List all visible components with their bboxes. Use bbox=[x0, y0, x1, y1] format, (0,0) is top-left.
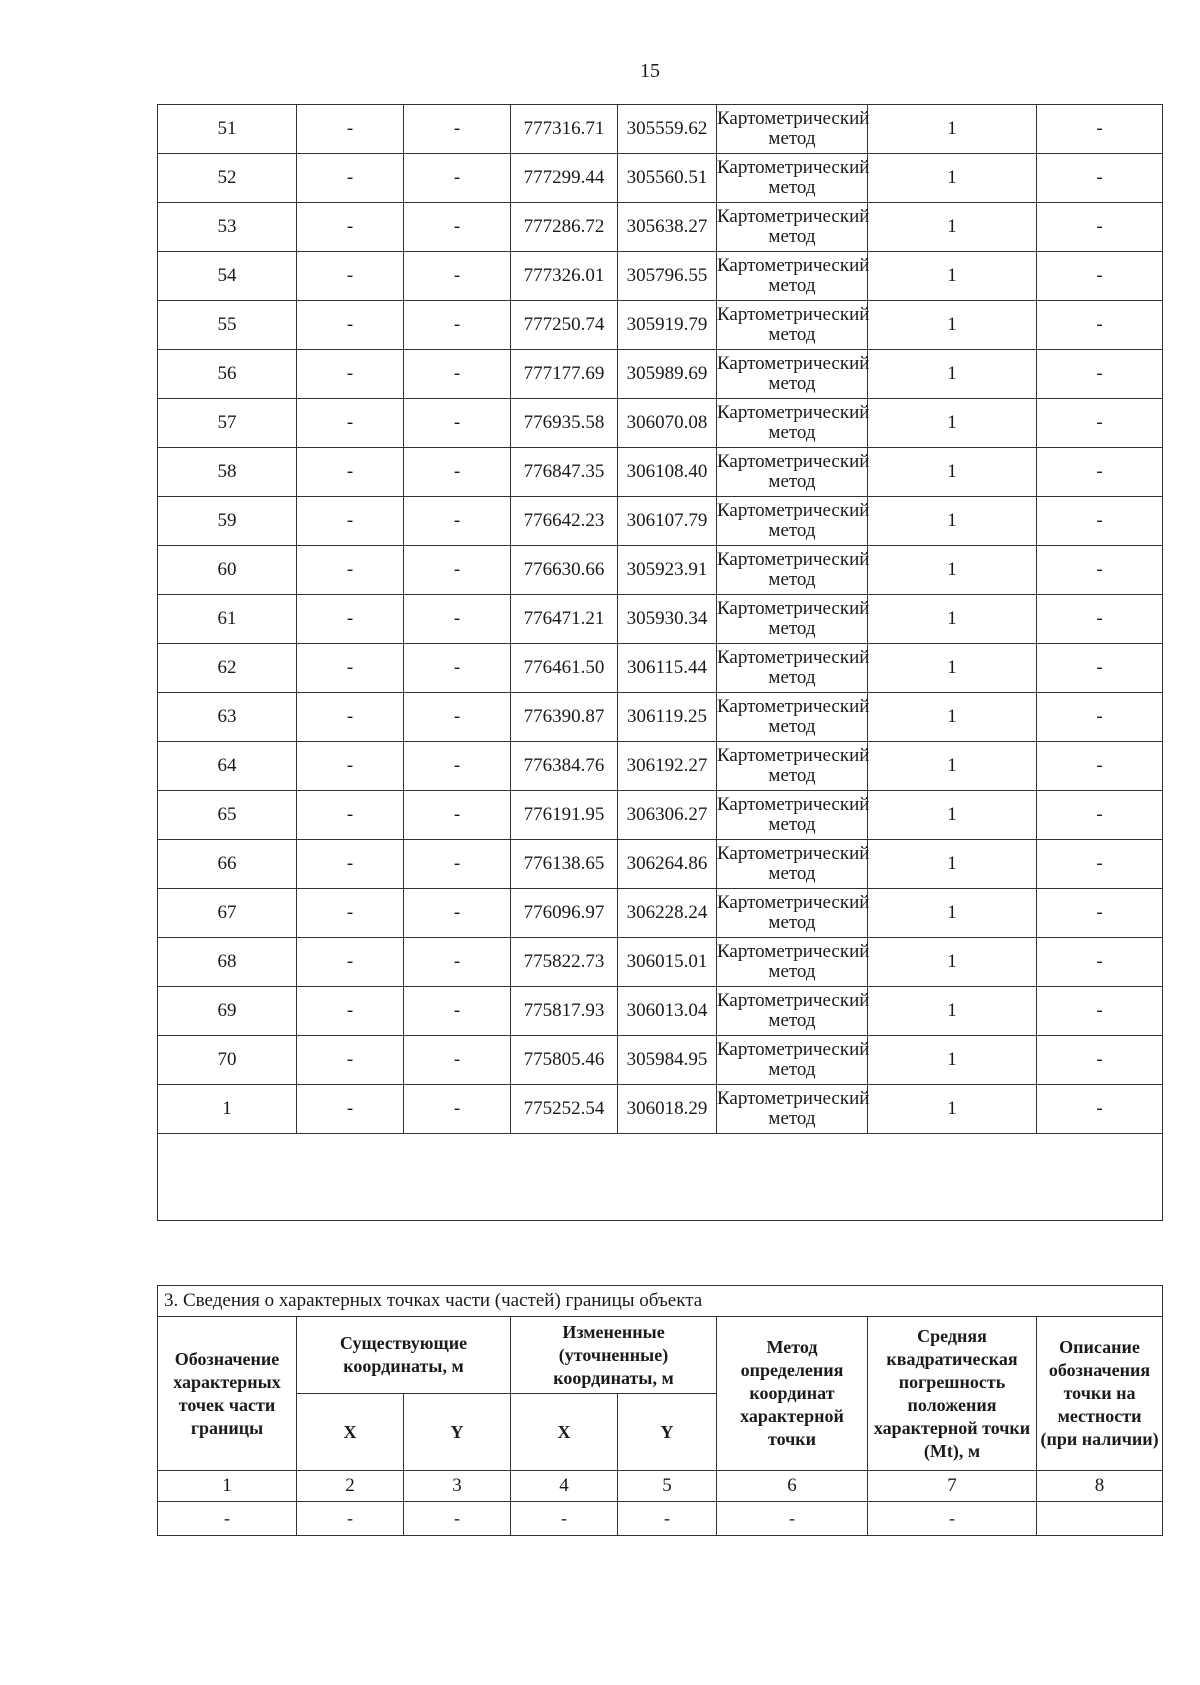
table-row bbox=[158, 644, 1163, 693]
empty-cell: - bbox=[158, 1502, 297, 1536]
blank-cell bbox=[158, 1134, 1163, 1221]
table-row bbox=[158, 791, 1163, 840]
mt-cell: 1 bbox=[868, 154, 1037, 203]
column-number-cell: 8 bbox=[1037, 1471, 1163, 1502]
method-cell: Картометрический метод bbox=[717, 301, 868, 350]
point-number-cell: 1 bbox=[158, 1085, 297, 1134]
point-number-cell: 68 bbox=[158, 938, 297, 987]
table-row bbox=[158, 1036, 1163, 1085]
method-cell: Картометрический метод bbox=[717, 448, 868, 497]
y-cell: 306013.04 bbox=[618, 987, 717, 1036]
table-row bbox=[158, 497, 1163, 546]
mt-cell: 1 bbox=[868, 644, 1037, 693]
description-cell: - bbox=[1037, 987, 1163, 1036]
existing-x-cell: - bbox=[297, 595, 404, 644]
table-row bbox=[158, 1085, 1163, 1134]
point-number-cell: 55 bbox=[158, 301, 297, 350]
mt-cell: 1 bbox=[868, 791, 1037, 840]
existing-y-cell: - bbox=[404, 644, 511, 693]
description-cell: - bbox=[1037, 1085, 1163, 1134]
mt-cell: 1 bbox=[868, 546, 1037, 595]
point-number-cell: 66 bbox=[158, 840, 297, 889]
description-cell: - bbox=[1037, 497, 1163, 546]
point-number-cell: 64 bbox=[158, 742, 297, 791]
point-number-cell: 60 bbox=[158, 546, 297, 595]
point-number-cell: 52 bbox=[158, 154, 297, 203]
existing-y-cell: - bbox=[404, 105, 511, 154]
x-cell: 776935.58 bbox=[511, 399, 618, 448]
x-cell: 775822.73 bbox=[511, 938, 618, 987]
x-cell: 776138.65 bbox=[511, 840, 618, 889]
existing-y-cell: - bbox=[404, 938, 511, 987]
existing-y-cell: - bbox=[404, 840, 511, 889]
point-number-cell: 53 bbox=[158, 203, 297, 252]
table-row bbox=[158, 154, 1163, 203]
point-number-cell: 63 bbox=[158, 693, 297, 742]
x-cell: 777316.71 bbox=[511, 105, 618, 154]
y-cell: 305923.91 bbox=[618, 546, 717, 595]
y-cell: 305984.95 bbox=[618, 1036, 717, 1085]
column-number-cell: 1 bbox=[158, 1471, 297, 1502]
mt-cell: 1 bbox=[868, 399, 1037, 448]
existing-x-cell: - bbox=[297, 105, 404, 154]
existing-y-cell: - bbox=[404, 595, 511, 644]
point-number-cell: 62 bbox=[158, 644, 297, 693]
section-title: 3. Сведения о характерных точках части (частей) границы объекта bbox=[158, 1286, 1163, 1317]
mt-cell: 1 bbox=[868, 742, 1037, 791]
empty-cell: - bbox=[868, 1502, 1037, 1536]
point-number-cell: 58 bbox=[158, 448, 297, 497]
description-cell: - bbox=[1037, 644, 1163, 693]
x-cell: 775252.54 bbox=[511, 1085, 618, 1134]
mt-cell: 1 bbox=[868, 840, 1037, 889]
table-row bbox=[158, 546, 1163, 595]
description-cell: - bbox=[1037, 252, 1163, 301]
column-number-cell: 3 bbox=[404, 1471, 511, 1502]
x-cell: 776642.23 bbox=[511, 497, 618, 546]
y-cell: 305919.79 bbox=[618, 301, 717, 350]
existing-y-cell: - bbox=[404, 791, 511, 840]
table-row bbox=[158, 693, 1163, 742]
method-cell: Картометрический метод bbox=[717, 203, 868, 252]
existing-x-cell: - bbox=[297, 791, 404, 840]
method-cell: Картометрический метод bbox=[717, 105, 868, 154]
column-number-cell: 4 bbox=[511, 1471, 618, 1502]
x-cell: 776471.21 bbox=[511, 595, 618, 644]
method-cell: Картометрический метод bbox=[717, 938, 868, 987]
method-cell: Картометрический метод bbox=[717, 350, 868, 399]
mt-cell: 1 bbox=[868, 252, 1037, 301]
y-cell: 305638.27 bbox=[618, 203, 717, 252]
description-cell: - bbox=[1037, 203, 1163, 252]
header-designation: Обозначение характерных точек части границы bbox=[158, 1317, 297, 1471]
empty-cell bbox=[1037, 1502, 1163, 1536]
point-number-cell: 54 bbox=[158, 252, 297, 301]
existing-x-cell: - bbox=[297, 1036, 404, 1085]
header-existing-y: Y bbox=[404, 1394, 511, 1471]
method-cell: Картометрический метод bbox=[717, 399, 868, 448]
description-cell: - bbox=[1037, 693, 1163, 742]
existing-y-cell: - bbox=[404, 154, 511, 203]
existing-x-cell: - bbox=[297, 644, 404, 693]
existing-y-cell: - bbox=[404, 1036, 511, 1085]
existing-x-cell: - bbox=[297, 154, 404, 203]
existing-x-cell: - bbox=[297, 301, 404, 350]
empty-cell: - bbox=[511, 1502, 618, 1536]
description-cell: - bbox=[1037, 938, 1163, 987]
header-mt: Средняя квадратическая погрешность положения характерной точки (Mt), м bbox=[868, 1317, 1037, 1471]
empty-cell: - bbox=[404, 1502, 511, 1536]
method-cell: Картометрический метод bbox=[717, 840, 868, 889]
y-cell: 306119.25 bbox=[618, 693, 717, 742]
mt-cell: 1 bbox=[868, 448, 1037, 497]
method-cell: Картометрический метод bbox=[717, 1085, 868, 1134]
existing-y-cell: - bbox=[404, 399, 511, 448]
existing-y-cell: - bbox=[404, 203, 511, 252]
existing-x-cell: - bbox=[297, 350, 404, 399]
existing-y-cell: - bbox=[404, 742, 511, 791]
point-number-cell: 65 bbox=[158, 791, 297, 840]
mt-cell: 1 bbox=[868, 1085, 1037, 1134]
header-changed-y: Y bbox=[618, 1394, 717, 1471]
table-row bbox=[158, 350, 1163, 399]
x-cell: 776390.87 bbox=[511, 693, 618, 742]
y-cell: 305560.51 bbox=[618, 154, 717, 203]
y-cell: 306070.08 bbox=[618, 399, 717, 448]
x-cell: 777250.74 bbox=[511, 301, 618, 350]
empty-cell: - bbox=[717, 1502, 868, 1536]
blank-row bbox=[158, 1134, 1163, 1221]
x-cell: 776191.95 bbox=[511, 791, 618, 840]
header-row-1 bbox=[158, 1317, 1163, 1394]
existing-y-cell: - bbox=[404, 889, 511, 938]
y-cell: 306192.27 bbox=[618, 742, 717, 791]
x-cell: 777177.69 bbox=[511, 350, 618, 399]
description-cell: - bbox=[1037, 546, 1163, 595]
y-cell: 305559.62 bbox=[618, 105, 717, 154]
x-cell: 776384.76 bbox=[511, 742, 618, 791]
table-row bbox=[158, 448, 1163, 497]
table-row bbox=[158, 889, 1163, 938]
table-row bbox=[158, 987, 1163, 1036]
existing-x-cell: - bbox=[297, 1085, 404, 1134]
y-cell: 305930.34 bbox=[618, 595, 717, 644]
existing-x-cell: - bbox=[297, 203, 404, 252]
x-cell: 776847.35 bbox=[511, 448, 618, 497]
parts-title-row bbox=[158, 1286, 1163, 1317]
description-cell: - bbox=[1037, 1036, 1163, 1085]
header-description: Описание обозначения точки на местности (при наличии) bbox=[1037, 1317, 1163, 1471]
table-row bbox=[158, 105, 1163, 154]
x-cell: 776630.66 bbox=[511, 546, 618, 595]
existing-y-cell: - bbox=[404, 546, 511, 595]
mt-cell: 1 bbox=[868, 1036, 1037, 1085]
existing-y-cell: - bbox=[404, 350, 511, 399]
y-cell: 306306.27 bbox=[618, 791, 717, 840]
description-cell: - bbox=[1037, 742, 1163, 791]
header-changed-coordinates: Измененные (уточненные) координаты, м bbox=[511, 1317, 717, 1394]
coordinates-table bbox=[157, 104, 1163, 1221]
point-number-cell: 59 bbox=[158, 497, 297, 546]
existing-y-cell: - bbox=[404, 1085, 511, 1134]
mt-cell: 1 bbox=[868, 693, 1037, 742]
description-cell: - bbox=[1037, 301, 1163, 350]
description-cell: - bbox=[1037, 840, 1163, 889]
mt-cell: 1 bbox=[868, 301, 1037, 350]
description-cell: - bbox=[1037, 154, 1163, 203]
method-cell: Картометрический метод bbox=[717, 497, 868, 546]
mt-cell: 1 bbox=[868, 497, 1037, 546]
existing-x-cell: - bbox=[297, 693, 404, 742]
empty-cell: - bbox=[618, 1502, 717, 1536]
y-cell: 306015.01 bbox=[618, 938, 717, 987]
x-cell: 777286.72 bbox=[511, 203, 618, 252]
point-number-cell: 51 bbox=[158, 105, 297, 154]
existing-x-cell: - bbox=[297, 448, 404, 497]
existing-y-cell: - bbox=[404, 497, 511, 546]
description-cell: - bbox=[1037, 791, 1163, 840]
existing-x-cell: - bbox=[297, 399, 404, 448]
mt-cell: 1 bbox=[868, 105, 1037, 154]
x-cell: 775805.46 bbox=[511, 1036, 618, 1085]
method-cell: Картометрический метод bbox=[717, 693, 868, 742]
mt-cell: 1 bbox=[868, 938, 1037, 987]
column-number-cell: 2 bbox=[297, 1471, 404, 1502]
table-row bbox=[158, 252, 1163, 301]
mt-cell: 1 bbox=[868, 350, 1037, 399]
existing-y-cell: - bbox=[404, 448, 511, 497]
column-number-cell: 6 bbox=[717, 1471, 868, 1502]
y-cell: 306264.86 bbox=[618, 840, 717, 889]
table-row bbox=[158, 595, 1163, 644]
table-row bbox=[158, 938, 1163, 987]
description-cell: - bbox=[1037, 889, 1163, 938]
y-cell: 305796.55 bbox=[618, 252, 717, 301]
description-cell: - bbox=[1037, 595, 1163, 644]
header-existing-x: X bbox=[297, 1394, 404, 1471]
column-number-cell: 7 bbox=[868, 1471, 1037, 1502]
y-cell: 306108.40 bbox=[618, 448, 717, 497]
header-method: Метод определения координат характерной точки bbox=[717, 1317, 868, 1471]
method-cell: Картометрический метод bbox=[717, 791, 868, 840]
point-number-cell: 61 bbox=[158, 595, 297, 644]
table-row bbox=[158, 301, 1163, 350]
header-existing-coordinates: Существующие координаты, м bbox=[297, 1317, 511, 1394]
existing-y-cell: - bbox=[404, 301, 511, 350]
header-changed-x: X bbox=[511, 1394, 618, 1471]
existing-x-cell: - bbox=[297, 742, 404, 791]
x-cell: 777326.01 bbox=[511, 252, 618, 301]
x-cell: 775817.93 bbox=[511, 987, 618, 1036]
column-number-row bbox=[158, 1471, 1163, 1502]
table-row bbox=[158, 203, 1163, 252]
existing-x-cell: - bbox=[297, 840, 404, 889]
column-number-cell: 5 bbox=[618, 1471, 717, 1502]
empty-cell: - bbox=[297, 1502, 404, 1536]
existing-x-cell: - bbox=[297, 252, 404, 301]
y-cell: 305989.69 bbox=[618, 350, 717, 399]
x-cell: 776461.50 bbox=[511, 644, 618, 693]
table-row bbox=[158, 399, 1163, 448]
mt-cell: 1 bbox=[868, 889, 1037, 938]
description-cell: - bbox=[1037, 350, 1163, 399]
point-number-cell: 70 bbox=[158, 1036, 297, 1085]
method-cell: Картометрический метод bbox=[717, 889, 868, 938]
method-cell: Картометрический метод bbox=[717, 595, 868, 644]
existing-y-cell: - bbox=[404, 693, 511, 742]
x-cell: 776096.97 bbox=[511, 889, 618, 938]
empty-data-row bbox=[158, 1502, 1163, 1536]
existing-x-cell: - bbox=[297, 889, 404, 938]
point-number-cell: 56 bbox=[158, 350, 297, 399]
y-cell: 306018.29 bbox=[618, 1085, 717, 1134]
existing-x-cell: - bbox=[297, 546, 404, 595]
point-number-cell: 69 bbox=[158, 987, 297, 1036]
method-cell: Картометрический метод bbox=[717, 252, 868, 301]
parts-table bbox=[157, 1285, 1163, 1536]
y-cell: 306107.79 bbox=[618, 497, 717, 546]
description-cell: - bbox=[1037, 105, 1163, 154]
method-cell: Картометрический метод bbox=[717, 742, 868, 791]
existing-x-cell: - bbox=[297, 497, 404, 546]
point-number-cell: 67 bbox=[158, 889, 297, 938]
existing-x-cell: - bbox=[297, 938, 404, 987]
existing-y-cell: - bbox=[404, 252, 511, 301]
existing-y-cell: - bbox=[404, 987, 511, 1036]
method-cell: Картометрический метод bbox=[717, 546, 868, 595]
mt-cell: 1 bbox=[868, 595, 1037, 644]
method-cell: Картометрический метод bbox=[717, 987, 868, 1036]
table-row bbox=[158, 742, 1163, 791]
method-cell: Картометрический метод bbox=[717, 1036, 868, 1085]
page-number: 15 bbox=[640, 60, 660, 82]
table-row bbox=[158, 840, 1163, 889]
y-cell: 306228.24 bbox=[618, 889, 717, 938]
point-number-cell: 57 bbox=[158, 399, 297, 448]
method-cell: Картометрический метод bbox=[717, 154, 868, 203]
x-cell: 777299.44 bbox=[511, 154, 618, 203]
mt-cell: 1 bbox=[868, 203, 1037, 252]
description-cell: - bbox=[1037, 448, 1163, 497]
mt-cell: 1 bbox=[868, 987, 1037, 1036]
existing-x-cell: - bbox=[297, 987, 404, 1036]
method-cell: Картометрический метод bbox=[717, 644, 868, 693]
description-cell: - bbox=[1037, 399, 1163, 448]
y-cell: 306115.44 bbox=[618, 644, 717, 693]
